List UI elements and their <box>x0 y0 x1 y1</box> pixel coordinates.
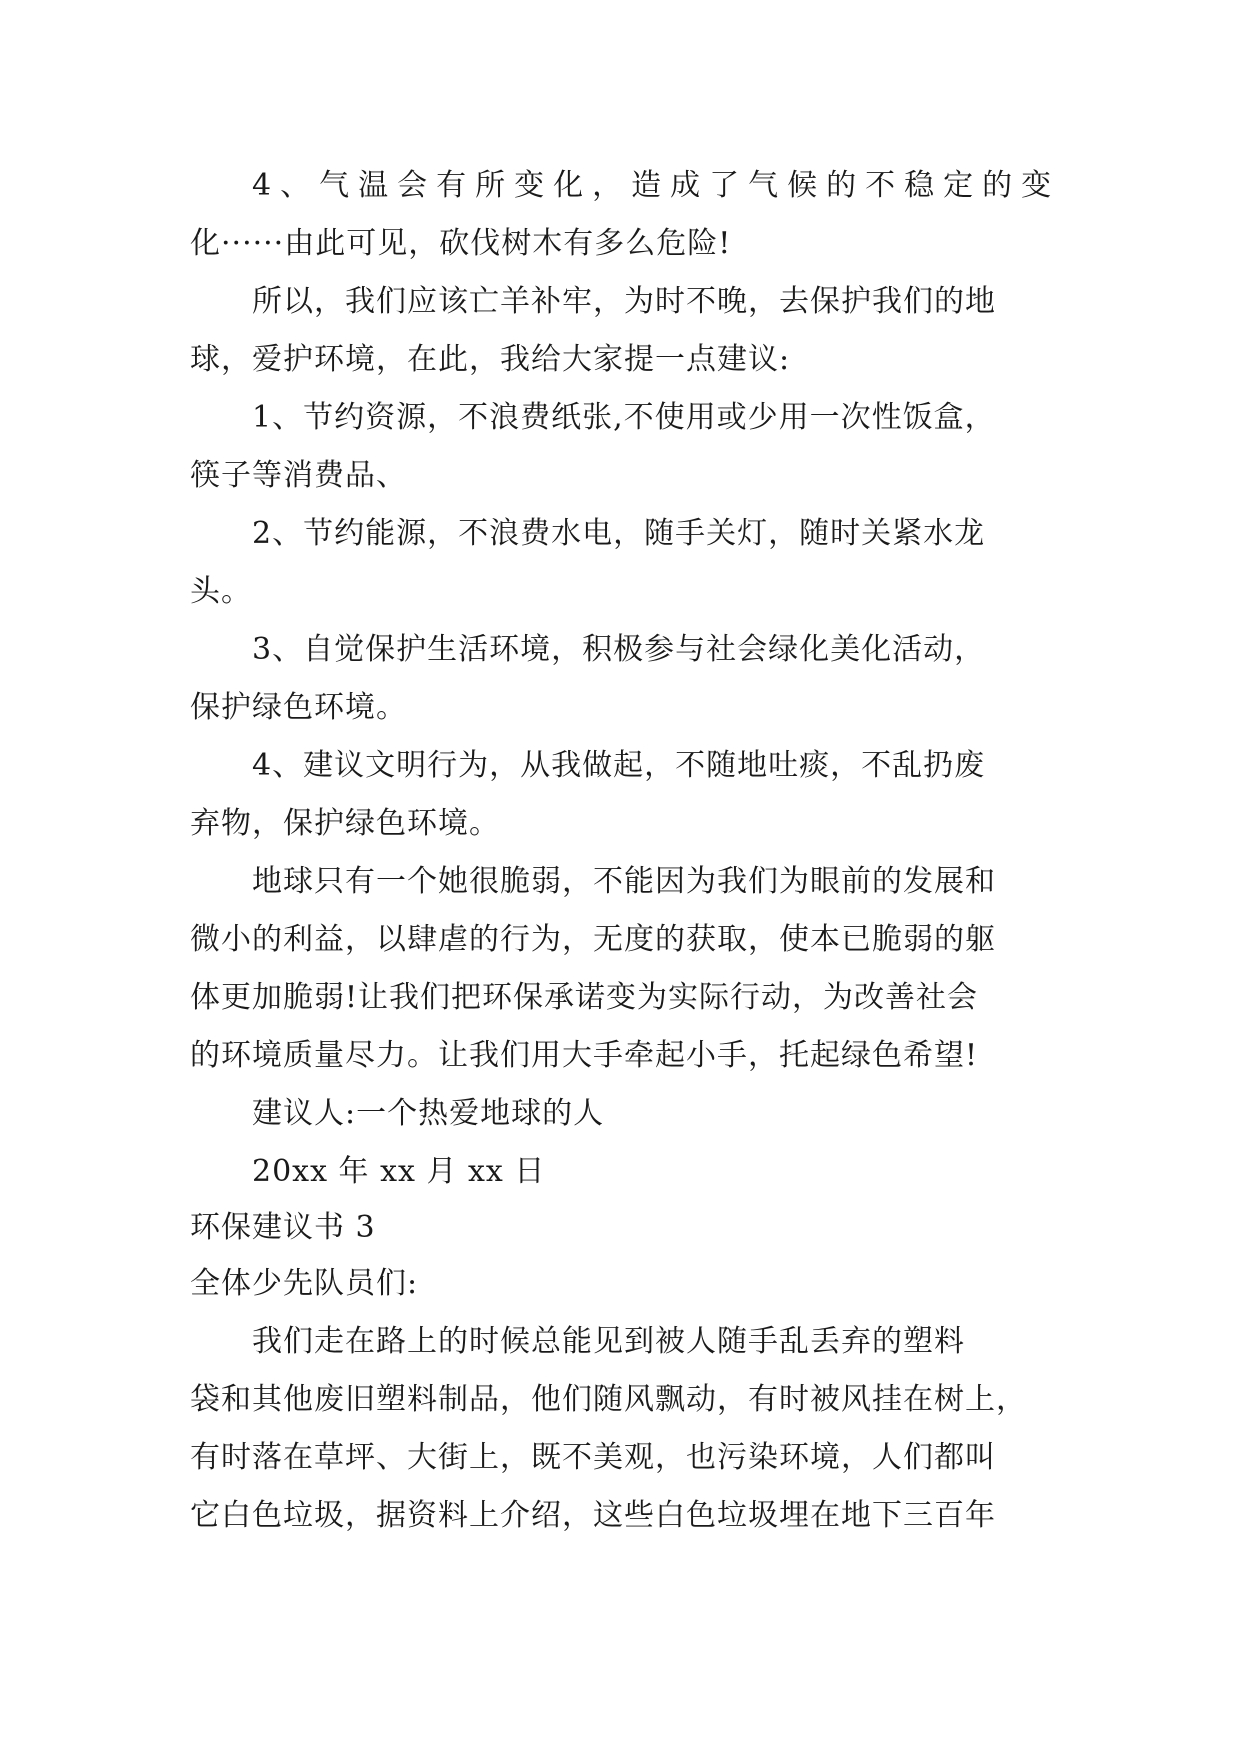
paragraph-line: 4、建议文明行为，从我做起，不随地吐痰，不乱扔废 <box>252 748 986 783</box>
paragraph-line: 袋和其他废旧塑料制品，他们随风飘动，有时被风挂在树上， <box>190 1382 1027 1417</box>
paragraph-line: 它白色垃圾，据资料上介绍，这些白色垃圾埋在地下三百年 <box>190 1498 996 1533</box>
paragraph-line: 化······由此可见，砍伐树木有多么危险! <box>190 226 732 261</box>
date-line: 20xx 年 xx 月 xx 日 <box>252 1154 546 1189</box>
paragraph-line: 筷子等消费品、 <box>190 458 407 493</box>
paragraph-line: 微小的利益，以肆虐的行为，无度的获取，使本已脆弱的躯 <box>190 922 996 957</box>
paragraph-line: 头。 <box>190 574 252 609</box>
paragraph-line: 的环境质量尽力。让我们用大手牵起小手，托起绿色希望! <box>190 1038 979 1073</box>
section-title: 环保建议书 3 <box>190 1210 376 1245</box>
paragraph-line: 我们走在路上的时候总能见到被人随手乱丢弃的塑料 <box>252 1324 965 1359</box>
paragraph-line: 有时落在草坪、大街上，既不美观，也污染环境，人们都叫 <box>190 1440 996 1475</box>
paragraph-line: 保护绿色环境。 <box>190 690 407 725</box>
signature-line: 建议人:一个热爱地球的人 <box>252 1096 605 1131</box>
paragraph-line: 3、自觉保护生活环境，积极参与社会绿化美化活动， <box>252 632 986 667</box>
paragraph-line: 弃物，保护绿色环境。 <box>190 806 500 841</box>
paragraph-line: 体更加脆弱!让我们把环保承诺变为实际行动，为改善社会 <box>190 980 979 1015</box>
paragraph-line: 4、气温会有所变化，造成了气候的不稳定的变 <box>252 168 1061 203</box>
paragraph-line: 球，爱护环境，在此，我给大家提一点建议: <box>190 342 791 377</box>
paragraph-line: 2、节约能源，不浪费水电，随手关灯，随时关紧水龙 <box>252 516 986 551</box>
paragraph-line: 1、节约资源，不浪费纸张,不使用或少用一次性饭盒， <box>252 400 996 435</box>
salutation: 全体少先队员们: <box>190 1266 419 1301</box>
paragraph-line: 地球只有一个她很脆弱，不能因为我们为眼前的发展和 <box>252 864 996 899</box>
paragraph-line: 所以，我们应该亡羊补牢，为时不晚，去保护我们的地 <box>252 284 996 319</box>
